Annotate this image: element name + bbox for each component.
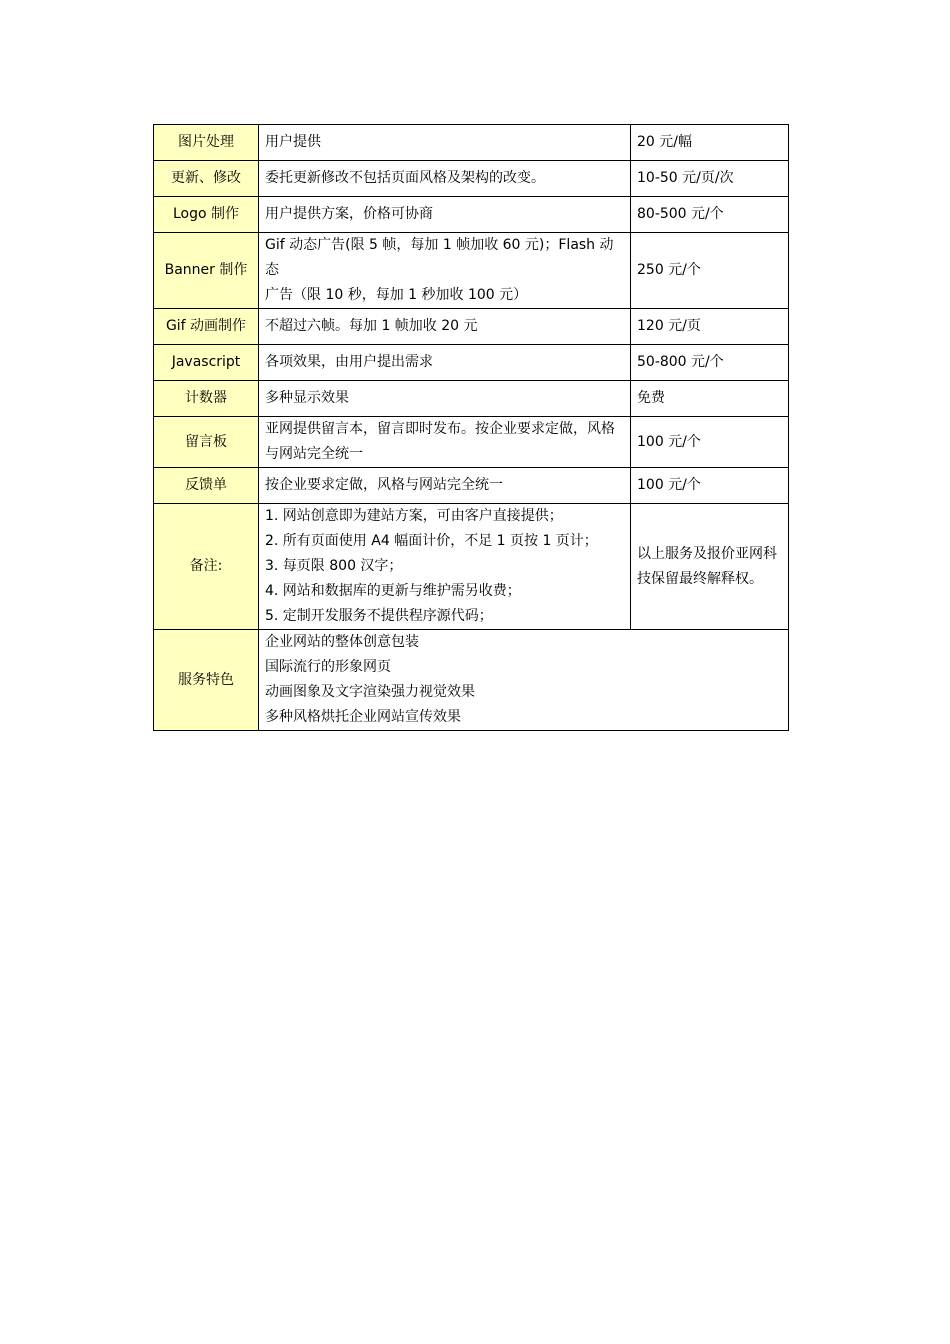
- row-label: Banner 制作: [154, 233, 259, 309]
- note-item: 5. 定制开发服务不提供程序源代码；: [265, 608, 493, 624]
- row-price: 10-50 元/页/次: [631, 161, 789, 197]
- row-price: 50-800 元/个: [631, 345, 789, 381]
- row-price: 免费: [631, 381, 789, 417]
- table-row: [154, 233, 789, 309]
- description-line: 广告（限 10 秒，每加 1 秒加收 100 元）: [265, 287, 528, 303]
- row-description: [259, 417, 631, 468]
- note-item: 4. 网站和数据库的更新与维护需另收费；: [265, 583, 521, 599]
- row-description: 不超过六帧。每加 1 帧加收 20 元: [259, 309, 631, 345]
- notes-row: [154, 504, 789, 630]
- row-description: [259, 233, 631, 309]
- row-label: 反馈单: [154, 468, 259, 504]
- disclaimer-line: 技保留最终解释权。: [637, 570, 763, 587]
- row-label: Logo 制作: [154, 197, 259, 233]
- row-description: 各项效果，由用户提出需求: [259, 345, 631, 381]
- row-price: 250 元/个: [631, 233, 789, 309]
- row-price: 100 元/个: [631, 417, 789, 468]
- features-list: [259, 630, 789, 731]
- row-label: 计数器: [154, 381, 259, 417]
- table-row: [154, 125, 789, 161]
- table-row: [154, 381, 789, 417]
- row-description: 用户提供方案，价格可协商: [259, 197, 631, 233]
- row-label: Gif 动画制作: [154, 309, 259, 345]
- row-description: 多种显示效果: [259, 381, 631, 417]
- table-row: [154, 417, 789, 468]
- row-price: 80-500 元/个: [631, 197, 789, 233]
- row-price: 120 元/页: [631, 309, 789, 345]
- description-line: 与网站完全统一: [265, 446, 363, 462]
- pricing-table: [153, 124, 789, 731]
- row-price: 20 元/幅: [631, 125, 789, 161]
- table-row: [154, 161, 789, 197]
- description-line: Gif 动态广告(限 5 帧，每加 1 帧加收 60 元)；Flash 动态: [265, 237, 614, 278]
- table-row: [154, 345, 789, 381]
- note-item: 3. 每页限 800 汉字；: [265, 558, 403, 574]
- feature-item: 企业网站的整体创意包装: [265, 634, 419, 650]
- feature-item: 国际流行的形象网页: [265, 659, 391, 675]
- note-item: 2. 所有页面使用 A4 幅面计价，不足 1 页按 1 页计；: [265, 533, 598, 549]
- table-row: [154, 197, 789, 233]
- row-label: 图片处理: [154, 125, 259, 161]
- features-label: 服务特色: [154, 630, 259, 731]
- description-line: 亚网提供留言本，留言即时发布。按企业要求定做，风格: [265, 421, 615, 437]
- row-description: 按企业要求定做，风格与网站完全统一: [259, 468, 631, 504]
- notes-disclaimer: [631, 504, 789, 630]
- notes-list: [259, 504, 631, 630]
- table-row: [154, 468, 789, 504]
- feature-item: 动画图象及文字渲染强力视觉效果: [265, 684, 475, 700]
- disclaimer-line: 以上服务及报价亚网科: [637, 545, 777, 562]
- notes-label: 备注:: [154, 504, 259, 630]
- row-label: 更新、修改: [154, 161, 259, 197]
- row-price: 100 元/个: [631, 468, 789, 504]
- feature-item: 多种风格烘托企业网站宣传效果: [265, 709, 461, 725]
- table-row: [154, 309, 789, 345]
- row-description: 用户提供: [259, 125, 631, 161]
- features-row: [154, 630, 789, 731]
- row-label: Javascript: [154, 345, 259, 381]
- row-description: 委托更新修改不包括页面风格及架构的改变。: [259, 161, 631, 197]
- row-label: 留言板: [154, 417, 259, 468]
- note-item: 1. 网站创意即为建站方案，可由客户直接提供；: [265, 508, 563, 524]
